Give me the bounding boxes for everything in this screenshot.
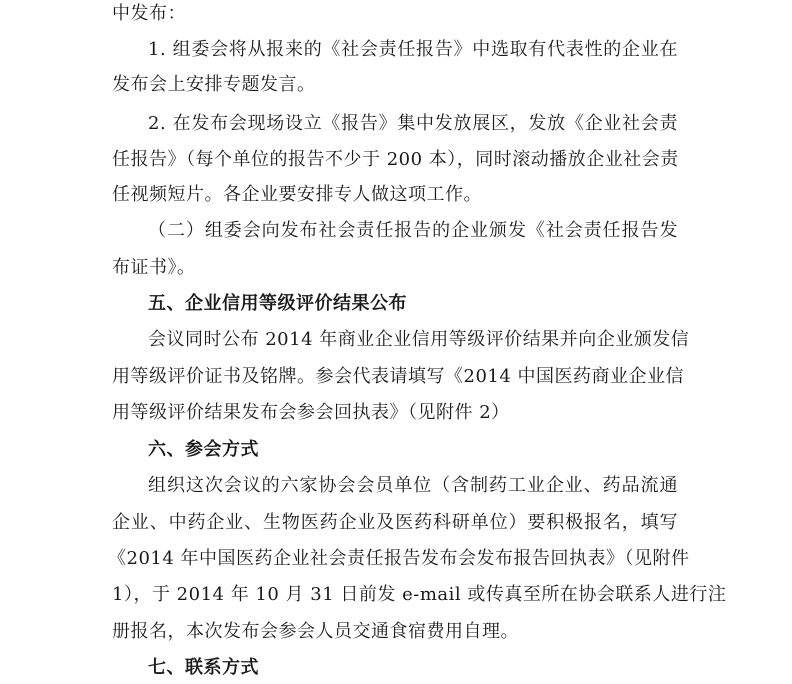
text-line: 册报名，本次发布会参会人员交通食宿费用自理。 xyxy=(112,621,519,642)
text-line: 1. 组委会将从报来的《社会责任报告》中选取有代表性的企业在 xyxy=(148,39,678,60)
text-line: 任报告》（每个单位的报告不少于 200 本），同时滚动播放企业社会责 xyxy=(112,149,679,170)
text-line: 2. 在发布会现场设立《报告》集中发放展区，发放《企业社会责 xyxy=(148,113,678,134)
text-line: 用等级评价结果发布会参会回执表》（见附件 2） xyxy=(112,402,510,423)
text-line: 会议同时公布 2014 年商业企业信用等级评价结果并向企业颁发信 xyxy=(148,329,690,350)
text-line: 布证书》。 xyxy=(112,257,196,278)
text-line: 发布会上安排专题发言。 xyxy=(112,74,316,95)
text-line: 企业、中药企业、生物医药企业及医药科研单位）要积极报名，填写 xyxy=(112,512,678,533)
text-line: 中发布： xyxy=(112,3,186,24)
text-line: 用等级评价证书及铭牌。参会代表请填写《2014 中国医药商业企业信 xyxy=(112,366,685,387)
text-line: 《2014 年中国医药企业社会责任报告发布会发布报告回执表》（见附件 xyxy=(108,548,690,569)
text-line: （二）组委会向发布社会责任报告的企业颁发《社会责任报告发 xyxy=(148,220,678,241)
section-heading: 五、企业信用等级评价结果公布 xyxy=(148,293,407,314)
text-line: 任视频短片。各企业要安排专人做这项工作。 xyxy=(112,184,482,205)
text-line: 1），于 2014 年 10 月 31 日前发 e-mail 或传真至所在协会联系人进行注 xyxy=(112,584,727,605)
section-heading: 六、参会方式 xyxy=(148,439,259,460)
section-heading: 七、联系方式 xyxy=(148,657,259,678)
text-line: 组织这次会议的六家协会会员单位（含制药工业企业、药品流通 xyxy=(148,475,678,496)
